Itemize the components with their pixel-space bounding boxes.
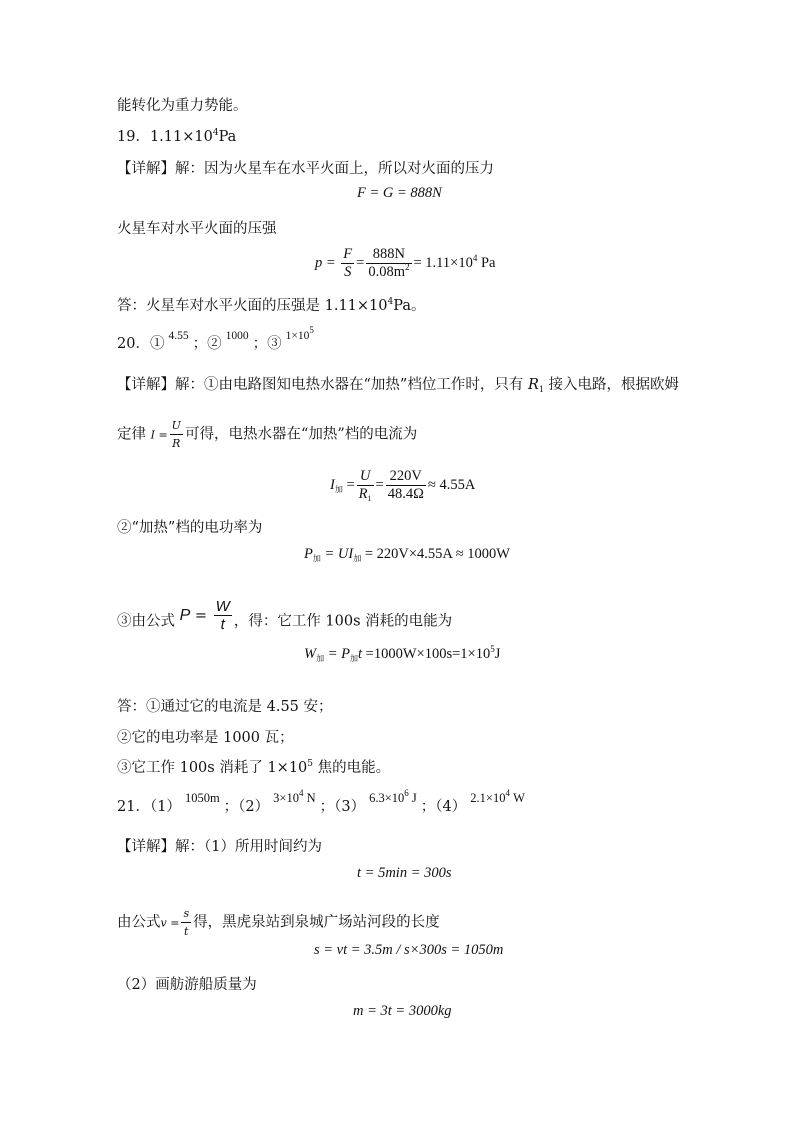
frac-denominator: 48.4Ω: [387, 486, 424, 502]
eq6-text: t = 5min = 300s: [357, 865, 452, 881]
den-sub: 1: [367, 494, 372, 503]
frac-denominator: S: [341, 263, 354, 281]
fraction-values: [386, 468, 426, 503]
q20-answer-3: [285, 325, 314, 342]
text-line: ②“加热”档的电功率为: [117, 520, 263, 536]
q21-answer-2: [273, 788, 316, 805]
ohm-post: 可得，电热水器在“加热”档的电流为: [184, 426, 418, 443]
frac-numerator: s: [183, 907, 190, 920]
equation-mass: [353, 1001, 452, 1021]
equation-time: [357, 863, 452, 883]
eq8-text: m = 3t = 3000kg: [353, 1003, 452, 1019]
frac-numerator: 888N: [372, 246, 406, 262]
q19-unit: Pa: [218, 129, 237, 145]
q21-answer-4: [470, 788, 525, 805]
text-line: （2）画舫游船质量为: [117, 977, 257, 993]
eq2-rhs-exponent: 4: [472, 252, 478, 263]
eq1-text: F = G = 888N: [357, 185, 442, 201]
eq5-unit: J: [494, 646, 501, 662]
question-20-answer: [117, 325, 318, 355]
speed-formula-line: [117, 905, 440, 940]
explanation-label: 【详解】: [117, 161, 175, 177]
q21-separator: ；（2）: [223, 799, 270, 815]
explanation-line: [117, 159, 494, 179]
eq2-lhs: p =: [315, 254, 336, 271]
formula-equals: =: [194, 607, 208, 624]
q21-a3-unit: J: [408, 791, 417, 805]
resistor-symbol: R: [527, 377, 539, 393]
resistor-subscript: 1: [538, 385, 544, 394]
den-exponent: 2: [405, 262, 410, 272]
explanation-label: 【详解】: [117, 377, 175, 393]
q21-separator: ；（4）: [420, 799, 467, 815]
speed-prefix: 由公式: [117, 914, 161, 931]
frac-denominator: [366, 263, 411, 281]
ans19-unit: Pa。: [393, 298, 426, 314]
eq7-text: s = vt = 3.5m / s×300s = 1050m: [314, 942, 504, 958]
q21-separator: ；（3）: [319, 799, 366, 815]
explanation-text: 解：（1）所用时间约为: [175, 839, 322, 855]
den-value: 0.08m: [368, 264, 405, 280]
eq2-rhs: = 1.11×10: [413, 254, 473, 271]
explanation-label: 【详解】: [117, 839, 175, 855]
formula-post: ，得：它工作 100s 消耗的电能为: [233, 613, 453, 630]
q20-separator: ；③: [252, 336, 282, 352]
fraction-values: [366, 246, 411, 281]
answer-19: [117, 296, 425, 316]
explanation-text: 解：因为火星车在水平火面上，所以对火面的压力: [175, 161, 494, 177]
q21-a3-value: 6.3×10: [369, 791, 405, 805]
text-line: 火星车对水平火面的压强: [117, 221, 277, 237]
fraction-U-over-R: [170, 417, 183, 452]
eq5-t: t: [358, 646, 363, 662]
q20-separator: ；②: [192, 336, 222, 352]
equation-distance: [314, 940, 503, 960]
speed-post: 得，黑虎泉站到泉城广场站河段的长度: [193, 914, 440, 931]
q21-answer-3: [369, 788, 417, 805]
answer-20-line: 答：①通过它的电流是 4.55 安；: [117, 699, 333, 715]
q21-a4-unit: W: [509, 791, 525, 805]
eq4-UI: = UI: [320, 546, 354, 562]
formula-line: [117, 598, 453, 639]
q21-prefix: 21．（1）: [117, 799, 181, 815]
eq5-rhs: =1000W×100s=1×10: [362, 646, 491, 662]
fraction-U-over-R1: [357, 468, 374, 503]
ohm-law-line: [117, 417, 417, 452]
explanation-line: [117, 837, 322, 857]
eq5-P: = P: [324, 646, 350, 662]
q20-answer-1: 4.55: [168, 330, 189, 342]
q21-a2-value: 3×10: [273, 791, 299, 805]
equation-energy: [304, 644, 500, 664]
equation-current: $I_加$ = $\frac{U}{R_1}$ = $\frac{220V}{48.4\Omega}$ ≈ 4.55A: [330, 468, 476, 503]
question-21-answer: [117, 788, 529, 817]
speed-v: v =: [160, 916, 180, 930]
den-R: R: [358, 486, 368, 502]
q21-answer-1: 1050m: [184, 791, 220, 805]
answer-20-line: [117, 758, 390, 778]
eq5-W: W: [304, 646, 317, 662]
text-line: 能转化为重力势能。: [117, 98, 248, 114]
ans19-exponent: 4: [387, 297, 394, 307]
eq3-equals: =: [346, 476, 355, 493]
q21-a4-exponent: 4: [505, 788, 510, 798]
eq5-subscript-2: 加: [350, 654, 358, 663]
equation-power: [304, 544, 510, 564]
q20-a3-exponent: 5: [309, 325, 314, 335]
q20-answer-2: 1000: [225, 330, 249, 342]
ohm-I: I =: [150, 428, 168, 442]
frac-numerator: W: [215, 598, 230, 615]
question-19-answer: [117, 127, 236, 147]
ans20-3-text: ③它工作 100s 消耗了 1×10: [117, 760, 308, 776]
frac-denominator: [357, 485, 374, 503]
ans20-3-exponent: 5: [307, 759, 314, 769]
eq4-subscript-2: 加: [353, 554, 362, 563]
q20-a3-value: 1×10: [285, 330, 310, 342]
eq4-P: P: [304, 546, 313, 562]
explanation-tail: 接入电路，根据欧姆: [543, 377, 680, 393]
q21-a2-exponent: 4: [298, 788, 304, 798]
ans20-3-post: 焦的电能。: [313, 760, 391, 776]
ans19-text: 答：火星车对水平火面的压强是 1.11×10: [117, 298, 388, 314]
eq4-rhs: = 220V×4.55A ≈ 1000W: [361, 546, 510, 562]
frac-numerator: F: [343, 246, 353, 262]
q20-prefix: 20．①: [117, 336, 165, 352]
q19-exponent: 4: [212, 128, 219, 138]
explanation-line: [117, 375, 679, 395]
eq5-subscript: 加: [316, 654, 325, 663]
q21-a4-value: 2.1×10: [470, 791, 506, 805]
frac-numerator: 220V: [389, 468, 422, 484]
frac-denominator: R: [170, 434, 183, 452]
eq3-subscript: 加: [334, 484, 343, 494]
explanation-text: 解：①由电路图知电热水器在“加热”档位工作时，只有: [175, 377, 528, 393]
fraction-s-over-t: [181, 905, 191, 940]
frac-numerator: U: [171, 419, 181, 432]
equation-pressure: p = $\frac{F}{S}$ = $\frac{888N}{0.08m^2}$ = $1.11\times 10^4$ Pa: [315, 246, 496, 280]
eq4-subscript: 加: [312, 554, 321, 563]
eq3-I: I: [330, 476, 335, 493]
fraction-W-over-t: [214, 598, 232, 633]
frac-denominator: t: [181, 922, 191, 940]
answer-20-line: ②它的电功率是 1000 瓦；: [117, 730, 294, 746]
formula-P: P: [179, 606, 191, 624]
equation-force: [357, 183, 442, 203]
eq2-rhs-unit: Pa: [477, 254, 496, 271]
q21-a3-exponent: 6: [404, 788, 409, 798]
eq3-rhs: ≈ 4.55A: [427, 476, 476, 493]
fraction-F-over-S: [341, 246, 354, 281]
q21-a2-unit: N: [303, 791, 316, 805]
frac-numerator: U: [359, 468, 371, 484]
formula-prefix: ③由公式: [117, 613, 175, 630]
frac-denominator: t: [214, 615, 232, 633]
q19-value: 19．1.11×10: [117, 129, 213, 145]
ohm-prefix: 定律: [117, 426, 146, 443]
eq5-exponent: 5: [490, 644, 495, 654]
